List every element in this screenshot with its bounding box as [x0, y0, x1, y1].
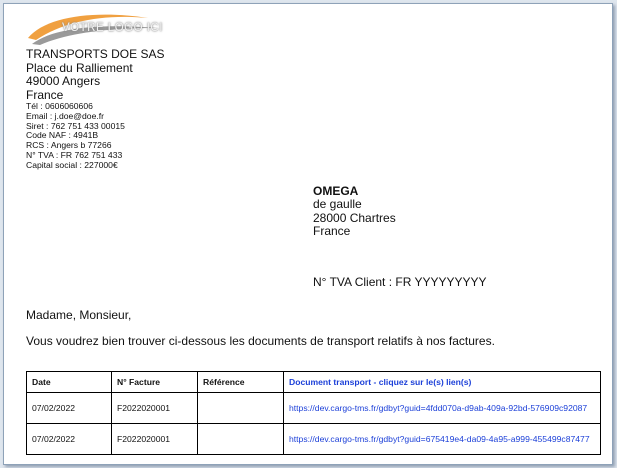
row-date: 07/02/2022 — [27, 424, 112, 455]
sender-phone: Tél : 0606060606 — [26, 101, 93, 111]
header-transport-document: Document transport - cliquez sur le(s) lien(s) — [284, 372, 601, 393]
sender-tva: N° TVA : FR 762 751 433 — [26, 149, 123, 160]
sender-city: 49000 Angers — [26, 74, 101, 88]
sender-rcs: RCS : Angers b 77266 — [26, 140, 112, 151]
sender-capital: Capital social : 227000€ — [26, 159, 118, 170]
header-reference: Référence — [198, 372, 284, 393]
transport-document-link[interactable]: https://dev.cargo-tms.fr/gdbyt?guid=675419e4-da09-4a95-a999-455499c87477 — [289, 434, 590, 444]
sender-address — [26, 48, 164, 171]
row-date: 07/02/2022 — [27, 393, 112, 424]
row-reference — [198, 393, 284, 424]
row-invoice: F2022020001 — [112, 393, 198, 424]
row-invoice: F2022020001 — [112, 424, 198, 455]
header-invoice: N° Facture — [112, 372, 198, 393]
row-link-cell — [284, 393, 601, 424]
client-vat-number: N° TVA Client : FR YYYYYYYYY — [313, 275, 487, 289]
logo-text: VOTRE LOGO ICI — [62, 22, 163, 34]
sender-naf: Code NAF : 4941B — [26, 130, 99, 141]
recipient-address — [313, 185, 396, 238]
recipient-street: de gaulle — [313, 197, 362, 212]
transport-documents-table — [26, 371, 601, 455]
salutation: Madame, Monsieur, — [26, 308, 132, 322]
recipient-name: OMEGA — [313, 184, 359, 198]
row-link-cell — [284, 424, 601, 455]
company-logo — [26, 10, 166, 46]
sender-country: France — [26, 87, 64, 102]
body-text: Vous voudrez bien trouver ci-dessous les documents de transport relatifs à nos factures. — [26, 334, 495, 348]
sender-street: Place du Ralliement — [26, 60, 133, 75]
row-reference — [198, 424, 284, 455]
table-row — [27, 424, 601, 455]
table-header-row — [27, 372, 601, 393]
document-page — [3, 3, 613, 465]
recipient-city: 28000 Chartres — [313, 210, 396, 225]
transport-document-link[interactable]: https://dev.cargo-tms.fr/gdbyt?guid=4fdd070a-d9ab-409a-92bd-576909c92087 — [289, 403, 588, 413]
table-row — [27, 393, 601, 424]
header-date: Date — [27, 372, 112, 393]
sender-company: TRANSPORTS DOE SAS — [26, 47, 165, 61]
sender-email: Email : j.doe@doe.fr — [26, 110, 104, 121]
sender-siret: Siret : 762 751 433 00015 — [26, 120, 125, 131]
recipient-country: France — [313, 223, 351, 238]
